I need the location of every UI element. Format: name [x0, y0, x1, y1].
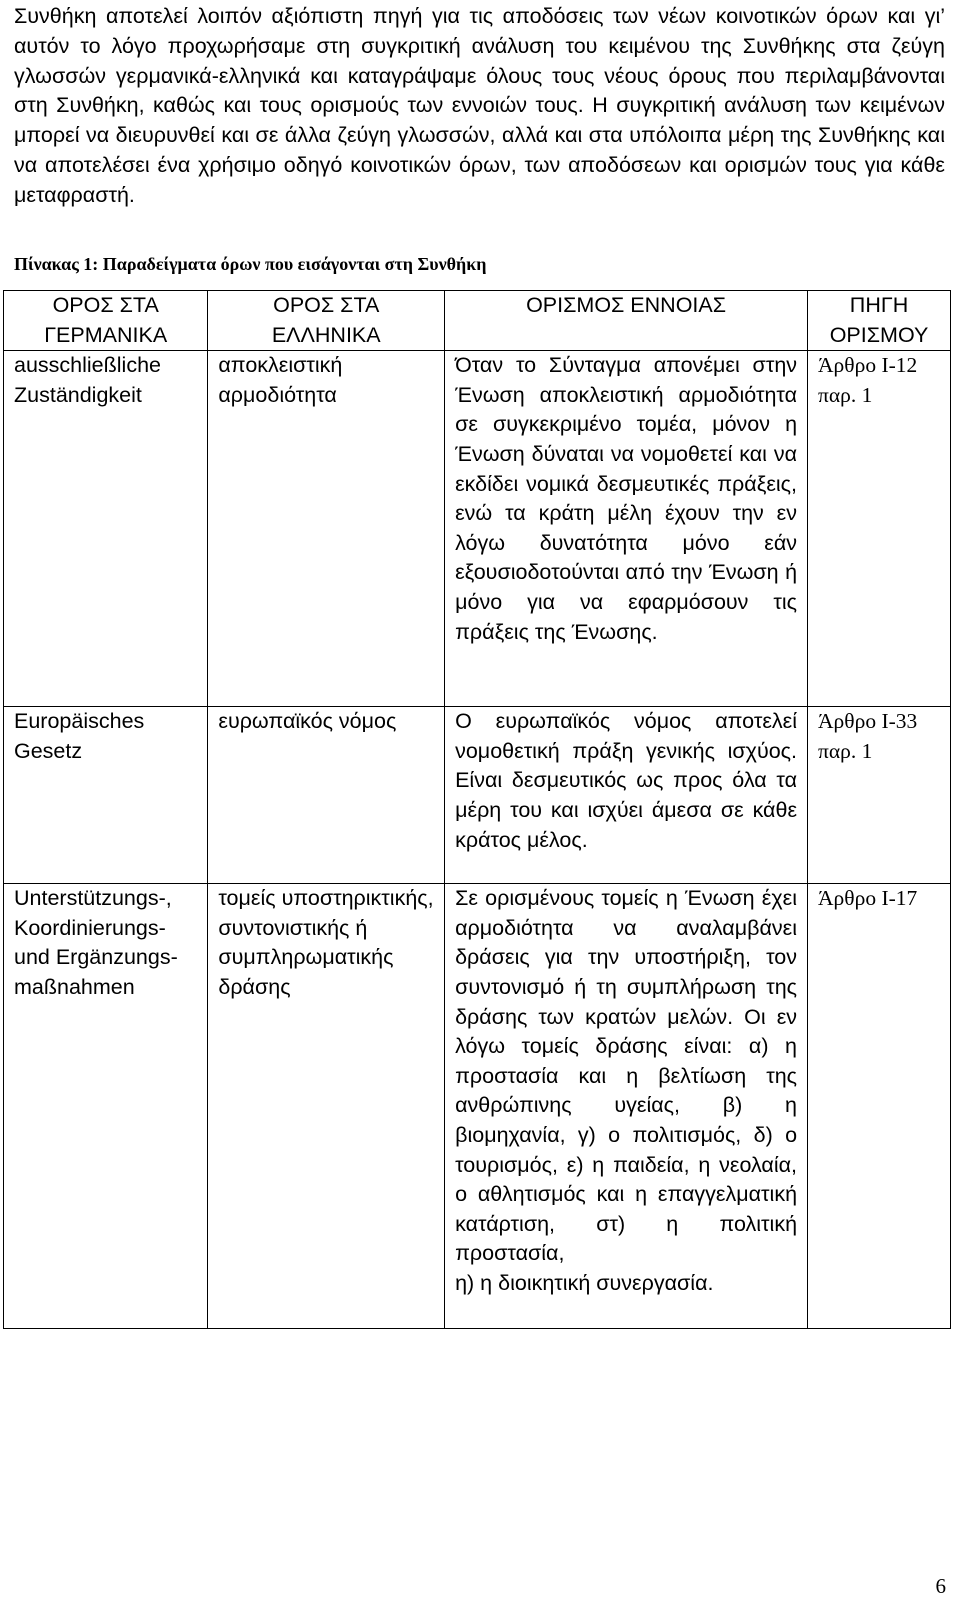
definition: Ο ευρωπαϊκός νόμος αποτελεί νομοθετική πράξη γενικής ισχύος. Είναι δεσμευτικός ως προς όλα τα μέρη του και ισχύει άμεσα σε κάθε κράτος μέλος.	[445, 707, 808, 884]
german-term: Unterstützungs-, Koordinierungs- und Ergänzungs-maßnahmen	[4, 884, 208, 1329]
header-source: ΠΗΓΗ ΟΡΙΣΜΟΥ	[808, 291, 951, 351]
table-row	[4, 351, 951, 707]
table-caption: Πίνακας 1: Παραδείγματα όρων που εισάγονται στη Συνθήκη	[14, 254, 487, 274]
source: Άρθρο Ι-17	[808, 884, 951, 1329]
definition	[445, 884, 808, 1329]
german-term: ausschließliche Zuständigkeit	[4, 351, 208, 707]
greek-term: τομείς υποστηρικτικής, συντονιστικής ή συμπληρωματικής δράσης	[208, 884, 445, 1329]
greek-term: ευρωπαϊκός νόμος	[208, 707, 445, 884]
terms-table	[3, 290, 951, 1329]
table-row	[4, 884, 951, 1329]
greek-term: αποκλειστική αρμοδιότητα	[208, 351, 445, 707]
german-term: Europäisches Gesetz	[4, 707, 208, 884]
source: Άρθρο Ι-12 παρ. 1	[808, 351, 951, 707]
definition-text: Σε ορισμένους τομείς η Ένωση έχει αρμοδιότητα να αναλαμβάνει δράσεις για την υποστήριξη, τον συντονισμό ή τη συμπλήρωση της δράσης των κρατών μελών. Οι εν λόγω τομείς δράσης είναι: α) η προστασία και η βελτίωση της ανθρώπινης υγείας, β) η βιομηχανία, γ) ο πολιτισμός, δ) ο τουρισμός, ε) η παιδεία, η νεολαία, ο αθλητισμός και η επαγγελματική κατάρτιση, στ) η πολιτική προστασία,	[455, 886, 798, 1266]
header-definition: ΟΡΙΣΜΟΣ ΕΝΝΟΙΑΣ	[445, 291, 808, 351]
definition: Όταν το Σύνταγμα απονέμει στην Ένωση αποκλειστική αρμοδιότητα σε συγκεκριμένο τομέα, μόνον η Ένωση δύναται να νομοθετεί και να εκδίδει νομικά δεσμευτικές πράξεις, ενώ τα κράτη μέλη έχουν την εν λόγω δυνατότητα μόνο εάν εξουσιοδοτούνται από την Ένωση ή μόνο για να εφαρμόσουν τις πράξεις της Ένωσης.	[445, 351, 808, 707]
header-greek-term: ΟΡΟΣ ΣΤΑ ΕΛΛΗΝΙΚΑ	[208, 291, 445, 351]
page-number: 6	[935, 1574, 946, 1598]
source: Άρθρο Ι-33 παρ. 1	[808, 707, 951, 884]
table-header-row	[4, 291, 951, 351]
table-row	[4, 707, 951, 884]
intro-paragraph: Συνθήκη αποτελεί λοιπόν αξιόπιστη πηγή για τις αποδόσεις των νέων κοινοτικών όρων και γι’ αυτόν το λόγο προχωρήσαμε στη συγκριτική ανάλυση του κειμένου της Συνθήκης στα ζεύγη γλωσσών γερμανικά-ελληνικά και καταγράψαμε όλους τους νέους όρους που περιλαμβάνονται στη Συνθήκη, καθώς και τους ορισμούς των εννοιών τους. Η συγκριτική ανάλυση των κειμένων μπορεί να διευρυνθεί και σε άλλα ζεύγη γλωσσών, αλλά και στα υπόλοιπα μέρη της Συνθήκης και να αποτελέσει ένα χρήσιμο οδηγό κοινοτικών όρων, των αποδόσεων και ορισμών τους για κάθε μεταφραστή.	[14, 4, 945, 207]
header-german-term: ΟΡΟΣ ΣΤΑ ΓΕΡΜΑΝΙΚΑ	[4, 291, 208, 351]
definition-text-last: η) η διοικητική συνεργασία.	[455, 1270, 714, 1295]
